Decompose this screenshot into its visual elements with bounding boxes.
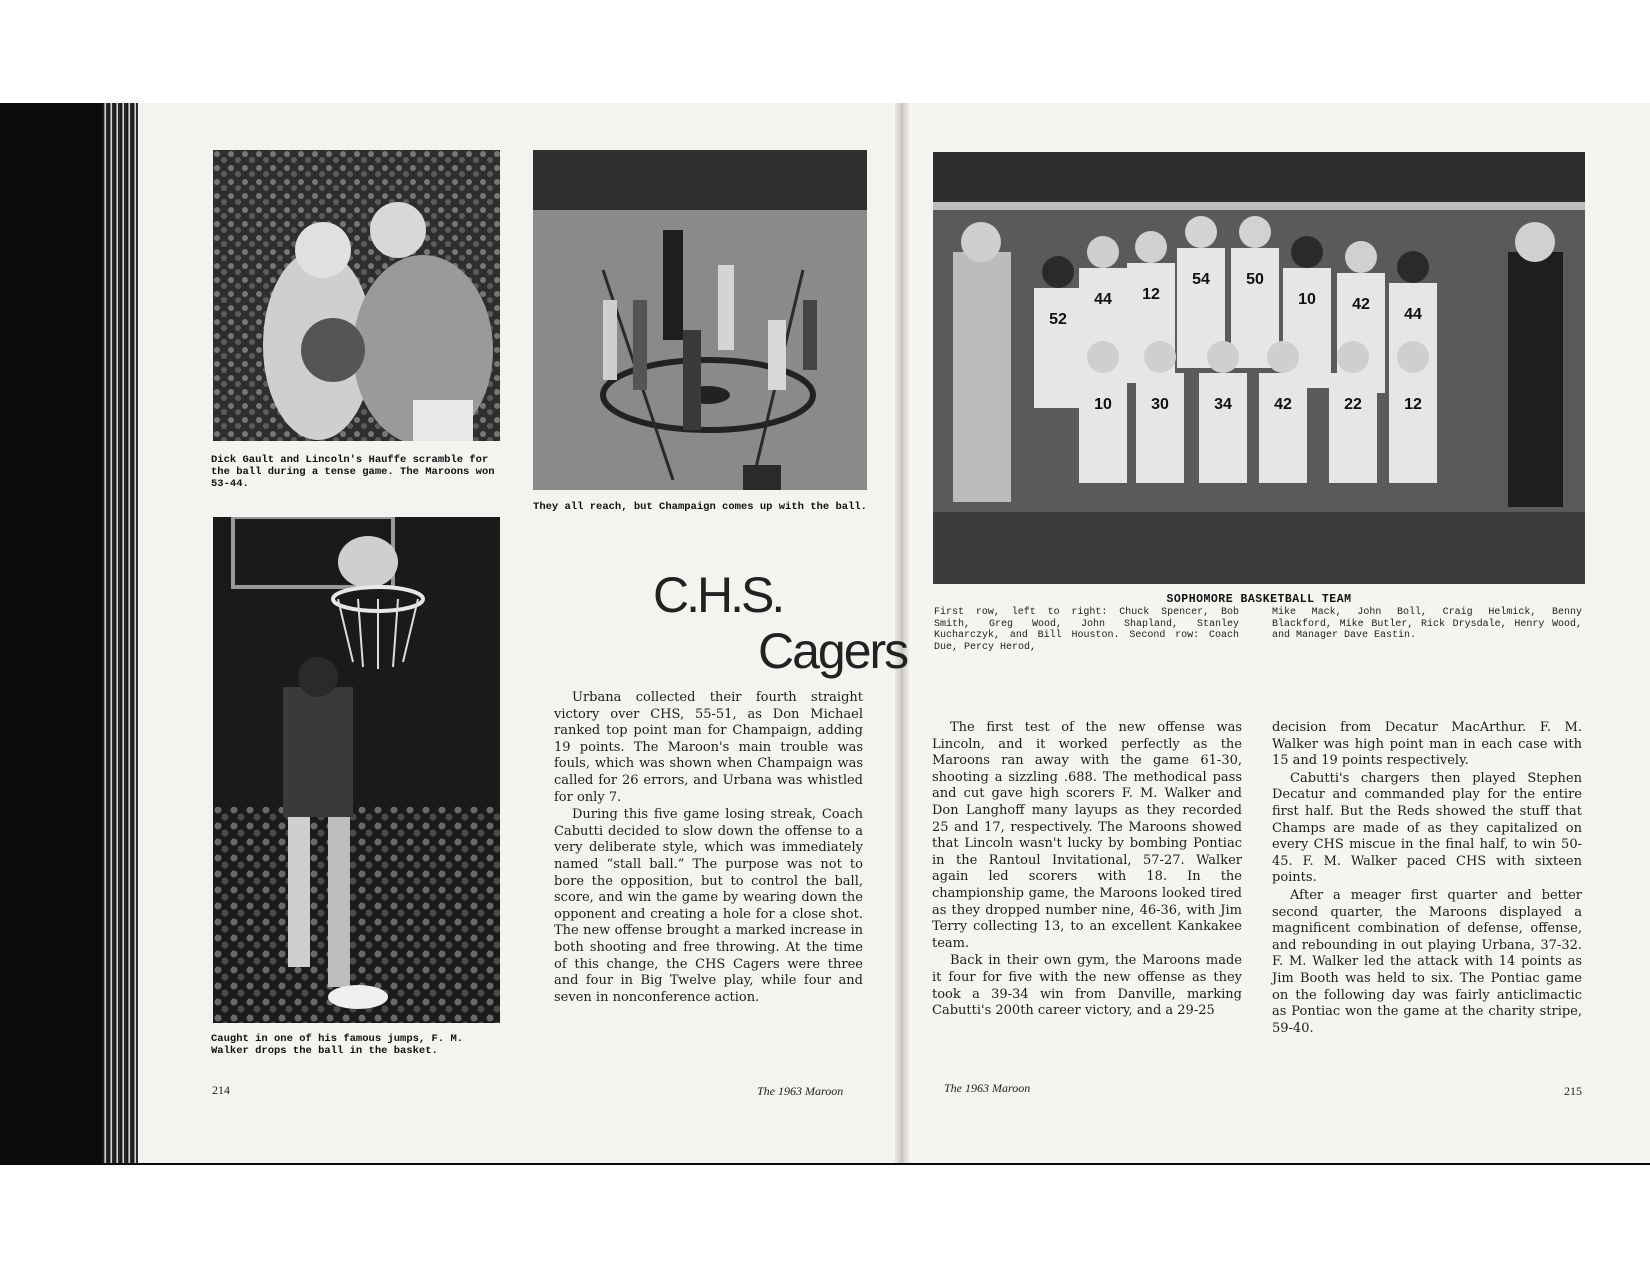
- photo-walker-dunk: [213, 517, 500, 1023]
- article-paragraph: Back in their own gym, the Maroons made it four for five with the new offense as they took a 39-34 win from Danville, marking Cabutti's 200th career victory, and a 29-25: [932, 953, 1242, 1019]
- article-paragraph: During this five game losing streak, Coach Cabutti decided to slow down the offense to a very deliberate style, which was immediately named “stall ball.” The purpose was not to bore the opposition, but to control the ball, score, and win the game by wearing down the opponent and creating a hole for a close shot. The new offense brought a marked increase in both shooting and free throwing. At the time of this change, the CHS Cagers were three and four in Big Twelve play, while four and seven in nonconference action.: [554, 807, 863, 1005]
- article-paragraph: After a meager first quarter and better second quarter, the Maroons displayed a magnificent combination of defense, offense, and rebounding in out playing Urbana, 37-32. F. M. Walker led the attack with 14 points as Jim Booth was held to six. The Pontiac game on the following day was fairly anticlimactic as Pontiac won the game at the charity stripe, 59-40.: [1272, 887, 1582, 1036]
- jersey-number: 22: [1344, 396, 1362, 413]
- jersey-number: 42: [1274, 396, 1292, 413]
- jersey-number: 10: [1094, 396, 1112, 413]
- jersey-number: 12: [1404, 396, 1422, 413]
- jersey-number: 50: [1246, 271, 1264, 288]
- jersey-number: 42: [1352, 296, 1370, 313]
- jersey-number: 52: [1049, 311, 1067, 328]
- article-right-column-1: [932, 720, 1242, 1020]
- photo-sophomore-team: [933, 152, 1585, 584]
- jersey-number: 44: [1404, 306, 1422, 323]
- article-paragraph: The first test of the new offense was Lincoln, and it worked perfectly as the Maroons ran away with the game 61-30, shooting a sizzling .688. The methodical pass and cut gave high scorers F. M. Walker and Don Langhoff many layups as they recorded 25 and 17, respectively. The Maroons showed that Lincoln wasn't lucky by bombing Pontiac in the Rantoul Invitational, 57-27. Walker again led scorers with 18. In the championship game, the Maroons looked tired as they dropped number nine, 46-36, with Jim Terry collecting 13, to an excellent Kankakee team.: [932, 720, 1242, 951]
- jersey-number: 10: [1298, 291, 1316, 308]
- footer-left: The 1963 Maroon: [757, 1084, 844, 1098]
- article-paragraph: Urbana collected their fourth straight victory over CHS, 55-51, as Don Michael ranked top point man for Champaign, adding 19 points. The Maroon's main trouble was fouls, which was shown when Champaign was called for 26 errors, and Urbana was whistled for only 7.: [554, 690, 863, 805]
- article-title-line-2: Cagers: [758, 623, 908, 679]
- team-photo-title: SOPHOMORE BASKETBALL TEAM: [1166, 593, 1352, 606]
- team-roster-part-2: Mike Mack, John Boll, Craig Helmick, Benny Blackford, Mike Butler, Rick Drysdale, Henry Wood, and Manager Dave Eastin.: [1272, 607, 1582, 641]
- page-number-right: 215: [1564, 1084, 1582, 1098]
- photo-scramble-for-ball: [213, 150, 500, 441]
- caption-photo-3: Caught in one of his famous jumps, F. M. Walker drops the ball in the basket.: [211, 1033, 464, 1057]
- caption-photo-1: Dick Gault and Lincoln's Hauffe scramble for the ball during a tense game. The Maroons won 53-44.: [211, 454, 495, 490]
- photo-jump-ball: [533, 150, 867, 490]
- caption-photo-2: They all reach, but Champaign comes up with the ball.: [533, 501, 867, 513]
- footer-right: The 1963 Maroon: [944, 1081, 1031, 1095]
- article-paragraph: Cabutti's chargers then played Stephen Decatur and commanded play for the entire first half. But the Reds showed the stuff that Champs are made of as they capitalized on every CHS miscue in the final half, to win 50-45. F. M. Walker paced CHS with sixteen points.: [1272, 770, 1582, 886]
- article-right-column-2: [1272, 720, 1582, 1037]
- jersey-number: 54: [1192, 271, 1210, 288]
- team-roster-part-1: First row, left to right: Chuck Spencer, Bob Smith, Greg Wood, John Shapland, Stanley Kucharczyk, and Bill Houston. Second row: Coach Due, Percy Herod,: [934, 607, 1239, 653]
- article-left-column: [554, 690, 863, 1006]
- book-page-edges: [102, 103, 138, 1163]
- jersey-number: 34: [1214, 396, 1232, 413]
- article-title-line-1: C.H.S.: [653, 567, 783, 623]
- jersey-number: 44: [1094, 291, 1112, 308]
- jersey-number: 12: [1142, 286, 1160, 303]
- jersey-number: 30: [1151, 396, 1169, 413]
- article-paragraph: decision from Decatur MacArthur. F. M. Walker was high point man in each case with 15 and 19 points respectively.: [1272, 720, 1582, 769]
- page-number-left: 214: [212, 1083, 230, 1097]
